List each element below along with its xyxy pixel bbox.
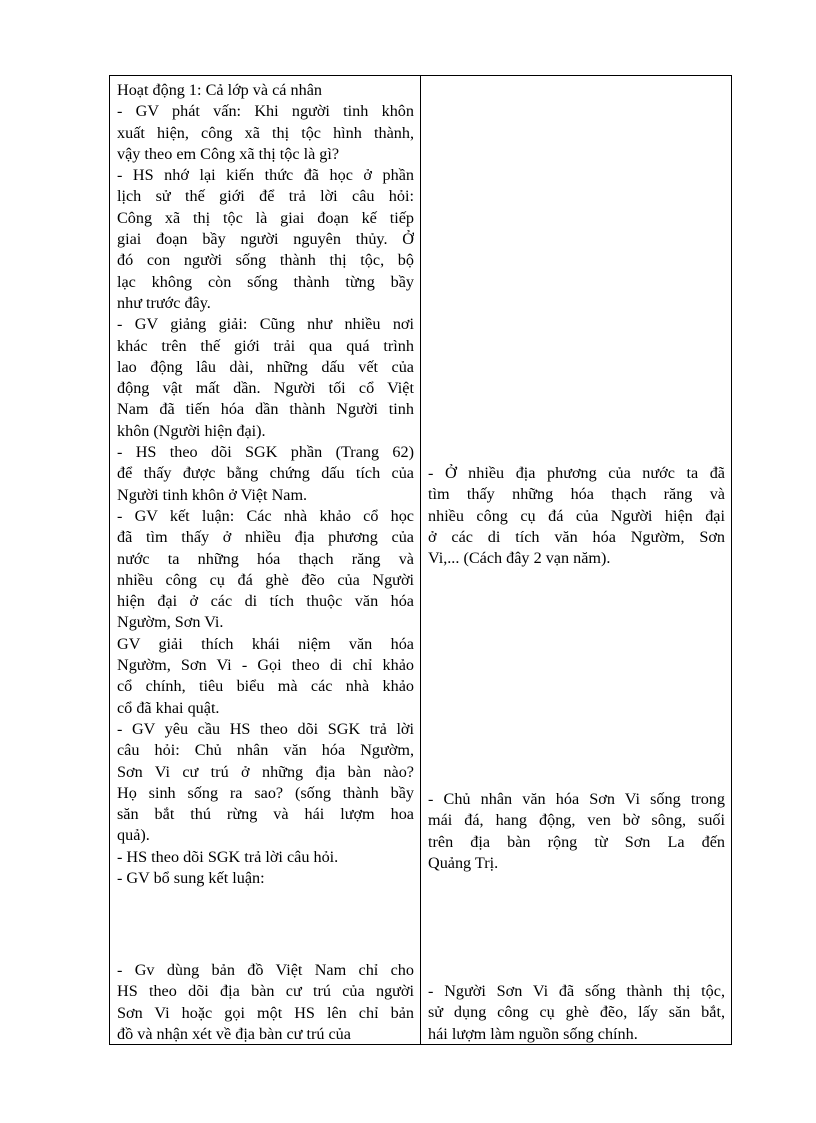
text-line: Quảng Trị. — [428, 853, 499, 872]
text-line: Công xã thị tộc là giai đoạn kế tiếp — [117, 208, 414, 227]
text-line: giai đoạn bầy người nguyên thủy. Ở — [117, 230, 414, 249]
text-line: - GV giảng giải: Cũng như nhiều nơi — [117, 315, 414, 334]
text-line: đó con người sống thành thị tộc, bộ — [117, 251, 414, 270]
text-line: - HS theo dõi SGK trả lời câu hỏi. — [117, 847, 339, 866]
text-line: cổ đã khai quật. — [117, 698, 220, 717]
text-line: lịch sử thế giới để trả lời câu hỏi: — [117, 187, 414, 206]
text-line: vậy theo em Công xã thị tộc là gì? — [117, 144, 340, 163]
text-line: - HS nhớ lại kiến thức đã học ở phần — [117, 166, 414, 185]
text-line: cổ chính, tiêu biểu mà các nhà khảo — [117, 677, 414, 696]
text-line: - Chủ nhân văn hóa Sơn Vi sống trong — [428, 790, 725, 808]
text-line: tìm thấy những hóa thạch răng và — [428, 485, 725, 504]
text-line: - GV bổ sung kết luận: — [117, 868, 265, 887]
right-cell-conclusion-3 — [428, 981, 725, 1045]
lesson-table — [109, 75, 732, 1045]
text-line: - Người Sơn Vi đã sống thành thị tộc, — [428, 982, 725, 1000]
text-line: Ngườm, Sơn Vi. — [117, 613, 224, 632]
column-divider — [420, 76, 421, 1044]
text-line: như trước đây. — [117, 293, 211, 312]
text-line: lao động lâu dài, những dấu vết của — [117, 357, 414, 376]
right-cell-conclusion-1 — [428, 463, 725, 569]
text-line: hiện đại ở các di tích thuộc văn hóa — [117, 592, 414, 611]
text-line: quả). — [117, 826, 150, 845]
text-line: - GV kết luận: Các nhà khảo cổ học — [117, 506, 414, 525]
text-line: - Gv dùng bản đồ Việt Nam chỉ cho — [117, 961, 414, 979]
text-line: đã tìm thấy ở nhiều địa phương của — [117, 528, 414, 547]
text-line: để thấy được bằng chứng dấu tích của — [117, 464, 414, 483]
text-line: Sơn Vi cư trú ở những địa bàn nào? — [117, 762, 414, 781]
text-line: ở các di tích văn hóa Ngườm, Sơn — [428, 527, 725, 546]
text-line: - HS theo dõi SGK phần (Trang 62) — [117, 443, 414, 462]
left-cell-activities — [117, 80, 414, 889]
text-line: nước ta những hóa thạch răng và — [117, 549, 414, 568]
left-cell-map-activity — [117, 960, 414, 1045]
text-line: Người tinh khôn ở Việt Nam. — [117, 485, 308, 504]
text-line: Nam đã tiến hóa dần thành Người tinh — [117, 400, 414, 419]
text-line: lạc không còn sống thành từng bầy — [117, 272, 414, 291]
text-line: hái lượm làm nguồn sống chính. — [428, 1024, 638, 1043]
text-line: đồ và nhận xét về địa bàn cư trú của — [117, 1024, 351, 1043]
text-line: săn bắt thú rừng và hái lượm hoa — [117, 805, 414, 824]
text-line: động vật mất dần. Người tối cổ Việt — [117, 379, 414, 398]
text-line: mái đá, hang động, ven bờ sông, suối — [428, 811, 725, 830]
text-line: GV giải thích khái niệm văn hóa — [117, 634, 414, 653]
text-line: Vi,... (Cách đây 2 vạn năm). — [428, 549, 611, 568]
text-line: nhiều công cụ đá ghè đẽo của Người — [117, 570, 414, 589]
text-line: HS theo dõi địa bàn cư trú của người — [117, 982, 414, 1001]
text-line: nhiều công cụ đá của Người hiện đại — [428, 506, 725, 525]
text-line: trên địa bàn rộng từ Sơn La đến — [428, 832, 725, 851]
text-line: - GV yêu cầu HS theo dõi SGK trả lời — [117, 719, 414, 738]
text-line: câu hỏi: Chủ nhân văn hóa Ngườm, — [117, 741, 414, 760]
text-line: - Ở nhiều địa phương của nước ta đã — [428, 464, 725, 482]
text-line: sử dụng công cụ ghè đẽo, lấy săn bắt, — [428, 1003, 725, 1022]
text-line: - GV phát vấn: Khi người tinh khôn — [117, 102, 414, 121]
text-line: Hoạt động 1: Cả lớp và cá nhân — [117, 81, 323, 99]
text-line: Sơn Vi hoặc gọi một HS lên chỉ bản — [117, 1003, 414, 1022]
text-line: xuất hiện, công xã thị tộc hình thành, — [117, 123, 414, 142]
right-cell-conclusion-2 — [428, 789, 725, 874]
text-line: khôn (Người hiện đại). — [117, 421, 266, 440]
text-line: Ngườm, Sơn Vi - Gọi theo di chỉ khảo — [117, 656, 414, 675]
text-line: khác trên thế giới trải qua quá trình — [117, 336, 414, 355]
text-line: Họ sinh sống ra sao? (sống thành bầy — [117, 783, 414, 802]
